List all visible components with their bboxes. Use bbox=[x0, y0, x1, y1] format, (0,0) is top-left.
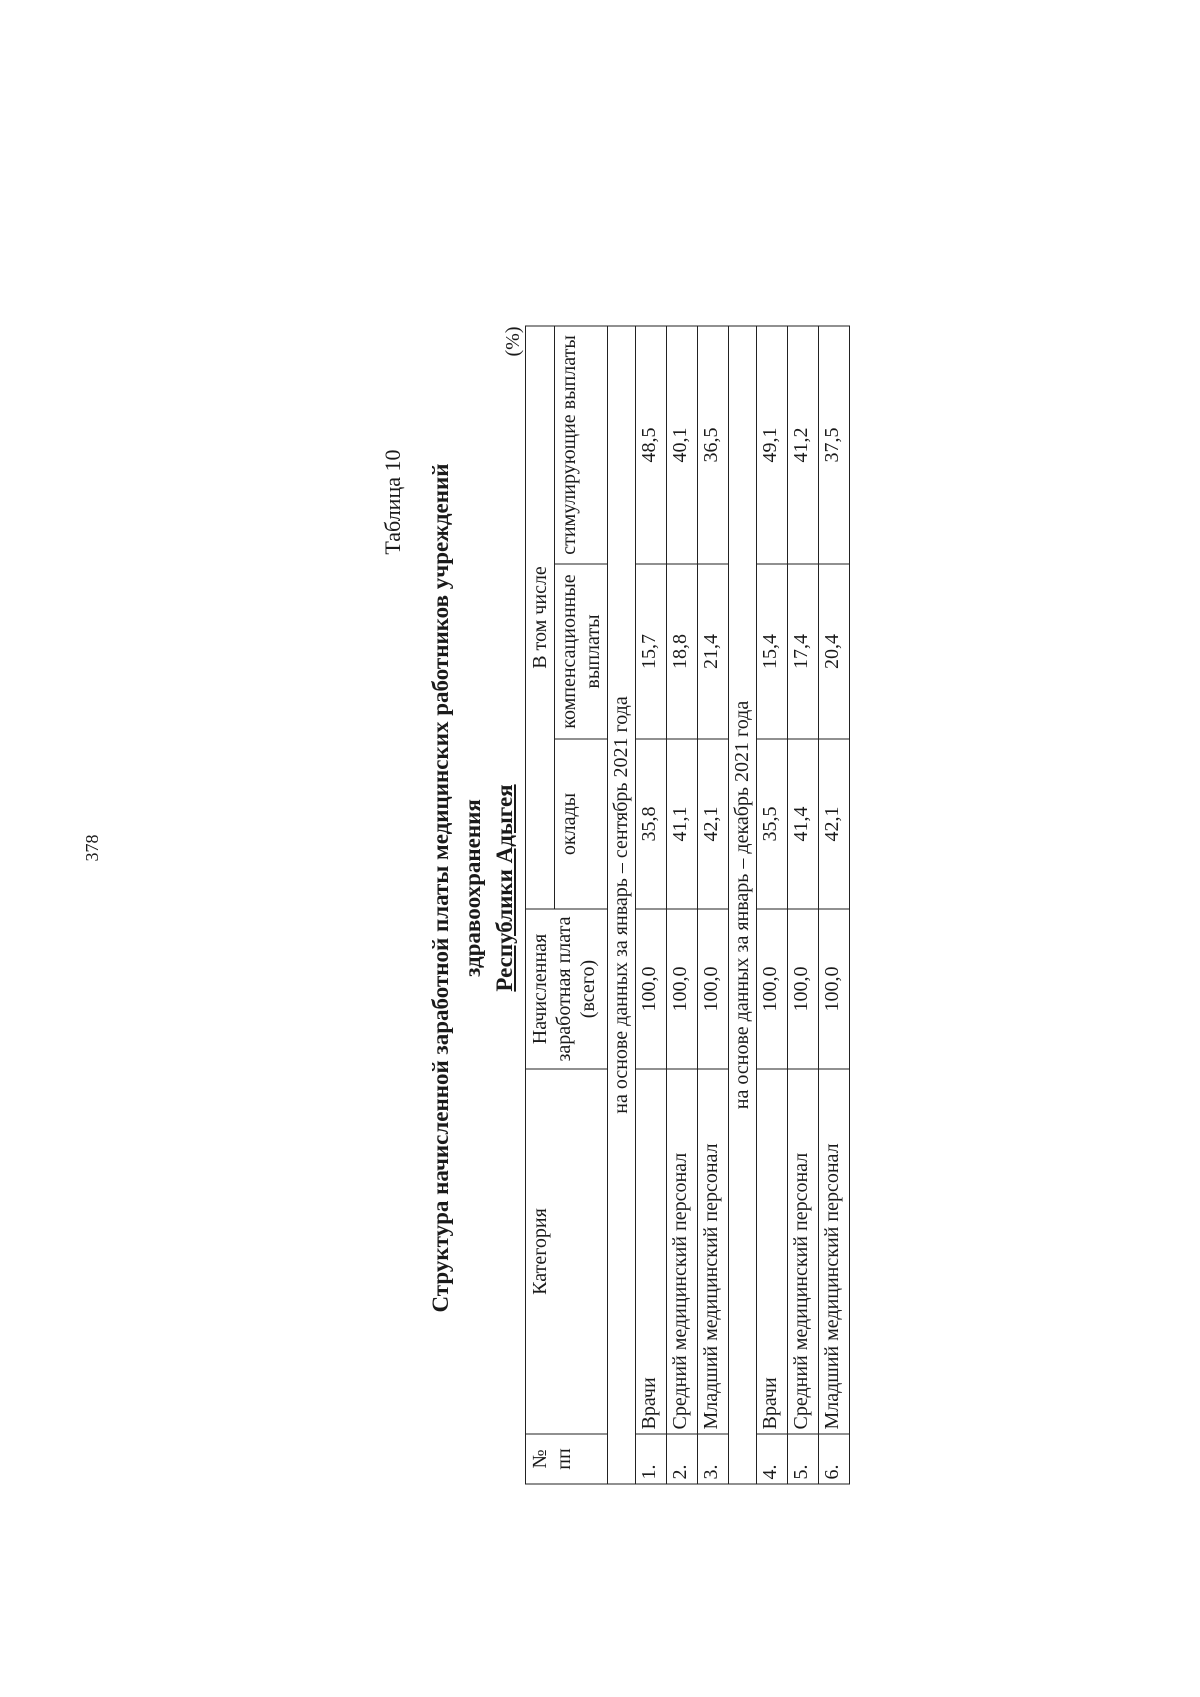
row-salary: 35,8 bbox=[636, 739, 667, 909]
document-title bbox=[425, 380, 521, 1397]
row-total: 100,0 bbox=[667, 909, 698, 1069]
row-total: 100,0 bbox=[819, 909, 850, 1069]
table-row bbox=[819, 326, 850, 1484]
row-incentive: 48,5 bbox=[636, 326, 667, 564]
salary-structure-table bbox=[525, 325, 850, 1484]
header-incentive: стимулирующие выплаты bbox=[555, 326, 608, 564]
header-category: Категория bbox=[526, 1069, 608, 1434]
header-salary: оклады bbox=[555, 739, 608, 909]
row-compensation: 20,4 bbox=[819, 564, 850, 739]
row-incentive: 40,1 bbox=[667, 326, 698, 564]
row-total: 100,0 bbox=[698, 909, 729, 1069]
row-salary: 35,5 bbox=[757, 739, 788, 909]
row-compensation: 18,8 bbox=[667, 564, 698, 739]
row-salary: 42,1 bbox=[698, 739, 729, 909]
row-num: 2. bbox=[667, 1434, 698, 1484]
row-incentive: 41,2 bbox=[788, 326, 819, 564]
header-including: В том числе bbox=[526, 326, 555, 909]
row-compensation: 15,4 bbox=[757, 564, 788, 739]
row-incentive: 37,5 bbox=[819, 326, 850, 564]
row-num: 3. bbox=[698, 1434, 729, 1484]
row-category: Средний медицинский персонал bbox=[667, 1069, 698, 1434]
table-caption: Таблица 10 bbox=[380, 449, 405, 555]
units-label: (%) bbox=[502, 326, 524, 357]
row-salary: 41,4 bbox=[788, 739, 819, 909]
header-total: Начисленная заработная плата (всего) bbox=[526, 909, 608, 1069]
header-compensation: компенсационные выплаты bbox=[555, 564, 608, 739]
section-label: на основе данных за январь – сентябрь 2021 года bbox=[608, 326, 636, 1484]
row-category: Врачи bbox=[636, 1069, 667, 1434]
row-category: Врачи bbox=[757, 1069, 788, 1434]
row-compensation: 17,4 bbox=[788, 564, 819, 739]
row-incentive: 49,1 bbox=[757, 326, 788, 564]
section-label: на основе данных за январь – декабрь 2021 года bbox=[729, 326, 757, 1484]
row-total: 100,0 bbox=[757, 909, 788, 1069]
row-salary: 42,1 bbox=[819, 739, 850, 909]
row-total: 100,0 bbox=[788, 909, 819, 1069]
row-total: 100,0 bbox=[636, 909, 667, 1069]
row-num: 5. bbox=[788, 1434, 819, 1484]
table-row bbox=[698, 326, 729, 1484]
row-num: 4. bbox=[757, 1434, 788, 1484]
row-incentive: 36,5 bbox=[698, 326, 729, 564]
row-compensation: 15,7 bbox=[636, 564, 667, 739]
header-num: № пп bbox=[526, 1434, 608, 1484]
row-category: Младший медицинский персонал bbox=[698, 1069, 729, 1434]
table-row bbox=[788, 326, 819, 1484]
title-line: Структура начисленной заработной платы медицинских работников учреждений здравоохранения bbox=[428, 463, 485, 1313]
table-row bbox=[636, 326, 667, 1484]
title-region: Республики Адыгея bbox=[492, 784, 517, 992]
row-num: 6. bbox=[819, 1434, 850, 1484]
row-category: Младший медицинский персонал bbox=[819, 1069, 850, 1434]
row-salary: 41,1 bbox=[667, 739, 698, 909]
page-number: 378 bbox=[82, 834, 102, 862]
row-compensation: 21,4 bbox=[698, 564, 729, 739]
row-num: 1. bbox=[636, 1434, 667, 1484]
table-row bbox=[667, 326, 698, 1484]
row-category: Средний медицинский персонал bbox=[788, 1069, 819, 1434]
table-row bbox=[757, 326, 788, 1484]
